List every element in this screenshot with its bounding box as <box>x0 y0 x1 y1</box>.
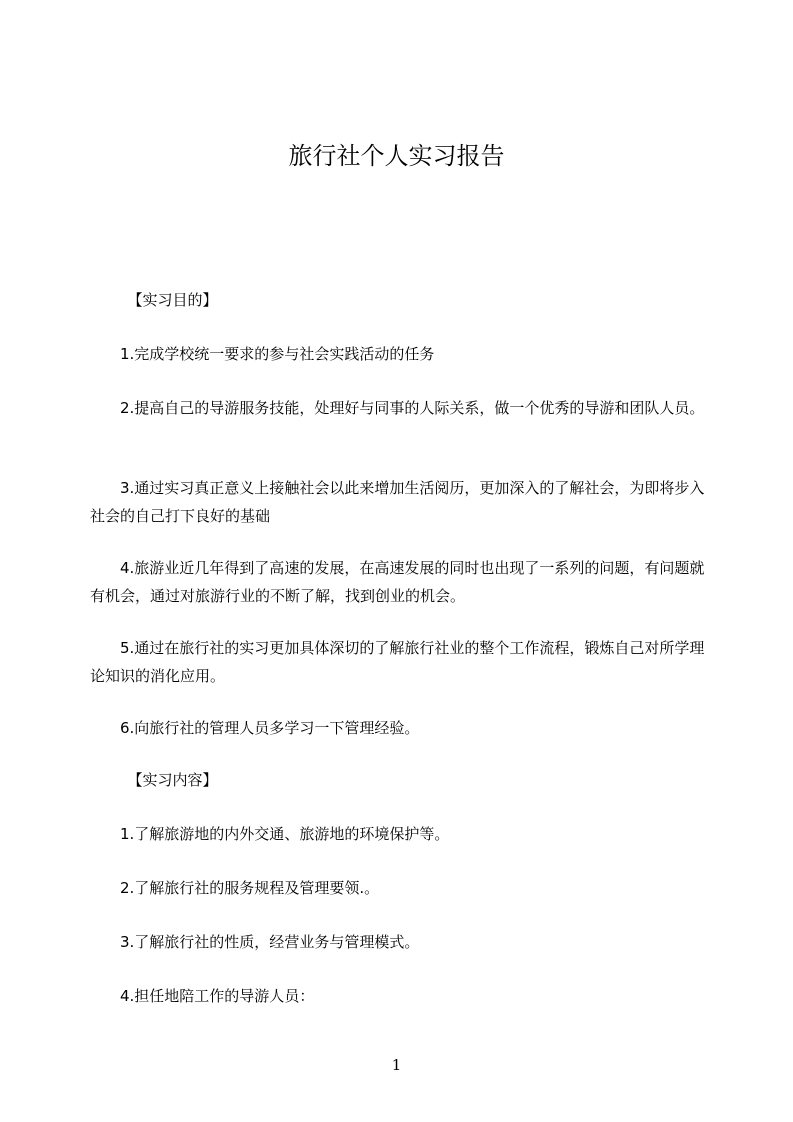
purpose-item-2: 2.提高自己的导游服务技能，处理好与同事的人际关系，做一个优秀的导游和团队人员。 <box>120 399 705 417</box>
content-item-1: 1.了解旅游地的内外交通、旅游地的环境保护等。 <box>120 825 450 843</box>
purpose-item-3: 3.通过实习真正意义上接触社会以此来增加生活阅历，更加深入的了解社会，为即将步入社会的自己打下良好的基础 <box>90 479 705 525</box>
purpose-item-1: 1.完成学校统一要求的参与社会实践活动的任务 <box>120 345 435 363</box>
content-item-4: 4.担任地陪工作的导游人员： <box>120 987 315 1005</box>
purpose-item-4: 4.旅游业近几年得到了高速的发展，在高速发展的同时也出现了一系列的问题，有问题就有机会，通过对旅游行业的不断了解，找到创业的机会。 <box>90 559 705 605</box>
page-number: 1 <box>391 1056 402 1074</box>
content-item-2: 2.了解旅行社的服务规程及管理要领.。 <box>120 879 380 897</box>
section-heading-content: 【实习内容】 <box>127 771 218 789</box>
document-title: 旅行社个人实习报告 <box>288 142 505 170</box>
section-heading-purpose: 【实习目的】 <box>127 291 218 309</box>
purpose-item-5: 5.通过在旅行社的实习更加具体深切的了解旅行社业的整个工作流程，锻炼自己对所学理论知识的消化应用。 <box>90 639 705 685</box>
purpose-item-6: 6.向旅行社的管理人员多学习一下管理经验。 <box>120 719 420 737</box>
content-item-3: 3.了解旅行社的性质，经营业务与管理模式。 <box>120 933 420 951</box>
